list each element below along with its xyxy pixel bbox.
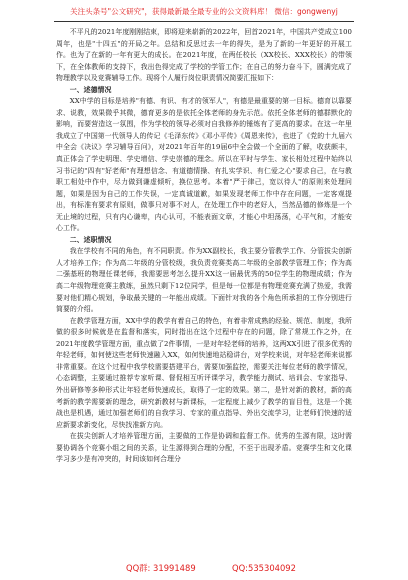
footer-qq-number: QQ:535304092 [232,563,296,573]
section-heading: 二、述职情况 [69,235,112,244]
section-heading: 一、述德情况 [69,85,112,94]
paragraph: 在教学管理方面，XX中学的教学有着自己的特色，有着非常成熟的经验、规范、制度，我所做的很多时候就是在监督和落实，同时指出在这个过程中存在的问题，除了常规工作之外，在2021年度教学管理方面，重点做了2件事情，一是对年轻老师的培养，这两XX引进了很多优秀的年轻老师，如何使这些老师快速融入XX，如何快速地站稳讲台，对学校来说，对年轻老师来说都非常重要。在这个过程中我学校需要搭建平台，需要加强监控，需要关注每位老师的教学情况，心态调整，主要通过推荐专家听课、督促相互听评课学习，教学能力测试、培训会、专家指导、外出研修等多种形式让年轻老师快速成长，取得了一定的效果。第二，是针对新的教材，新的高考新的教学需要新的理念，研究新教材与新课标，一定程度上减少了教学的盲目性，这是一个挑战也是机遇，通过加强老师们的自我学习、专家的重点指导、外出交流学习，让老师们快速的适应新要求新变化，尽快找准新方向。 [56,316,352,429]
footer [54,561,354,575]
header-banner: 关注头条号"公文研究"，获得最新最全最专业的公文资料库！ 微信：gongwenyj [70,7,338,16]
footer-qq-group: QQ群: 31991489 [126,563,196,573]
document-body [56,27,352,466]
paragraph: 在拔尖创新人才培养管理方面，主要做的工作是协调和监督工作。优秀的生源有限，这时需要协调各个竞赛小组之间的关系，让生源得到合理的分配，不至于出现矛盾。竞赛学生和文化课学习多少是有冲突的，时间该如何合理分 [56,432,352,464]
paragraph: 不平凡的2021年度刚刚结束，即将迎来崭新的2022年，回首2021年，中国共产党成立100周年，也是"十四五"的开局之年。总结和反思过去一年的得失，是为了新的一年更好的开展工作。也为了在新的一年有更大的成长。在2021年度，在两任校长（XX校长、XXX校长）的带领下，在全体教师的支持下，我出色得完成了学校的学管工作；在自己的努力奋斗下，圆满完成了物理教学以及竞赛辅导工作。现将个人履行岗位职责情况简要汇报如下： [56,28,352,83]
paragraph: XX中学的目标是培养"有德、有识、有才的领军人"，有德是最重要的第一目标。德育以靠要求、说教，效果微乎其微，德育更多的是依托全体老师的身先示范。依托全体老师的德群默化的影响，而要营造这一氛围，作为学校的领导必须对自我修养的锤炼有了更高的要求。在这一年里我成立了中国第一代领导人的传记《毛泽东传》《邓小平传》《周恩来传》，也进了《党的十九届六中全会《决议》学习辅导百问》，对2021年百年的19届6中全会做一个全面的了解，收获颇丰，真正体会了学史明理、学史增信、学史崇德的理念。所以在平时与学生、家长相处过程中始终以习书记的"四有"好老师"有理想信念、有道德情操、有扎实学识、有仁爱之心"要求自己，在与教职工相处中作中，尽力做到谦虚倾听，换位思考。本着"严于律己，宽以待人"的原则来处理问题，如果是因为自己的工作失误，一定真诚道歉，如果发现老师工作中存在问题，一定客观提出，有标准有要求有原则，做事只对事不对人，在处理工作中的老好人，当然品德的修炼是一个无止境的过程，只有内心谦卑，内心认可，不能表面文章，才能心中坦荡荡，心平气和，才能安心工作。 [56,97,352,233]
paragraph: 我在学校有不同的角色，有不同职责。作为XX副校长，我主要分管教学工作、分管拔尖创新人才培养工作；作为高二年级的分管校级，我负责竞赛类高二年级的全部教学管理工作；作为高二强基班的物理任课老师，我需要思考怎么提升XX这一届最优秀的50位学生的物理成绩；作为高二年级物理竞赛主教练，虽然只剩下12位同学，但是每一位都是有物理竞赛充满了热爱，我需要对他们精心规划，争取最关键的一年能出成绩。下面针对我的各个角色所承担的工作分别进行简要的介绍。 [56,247,352,314]
header-divider [54,21,354,22]
